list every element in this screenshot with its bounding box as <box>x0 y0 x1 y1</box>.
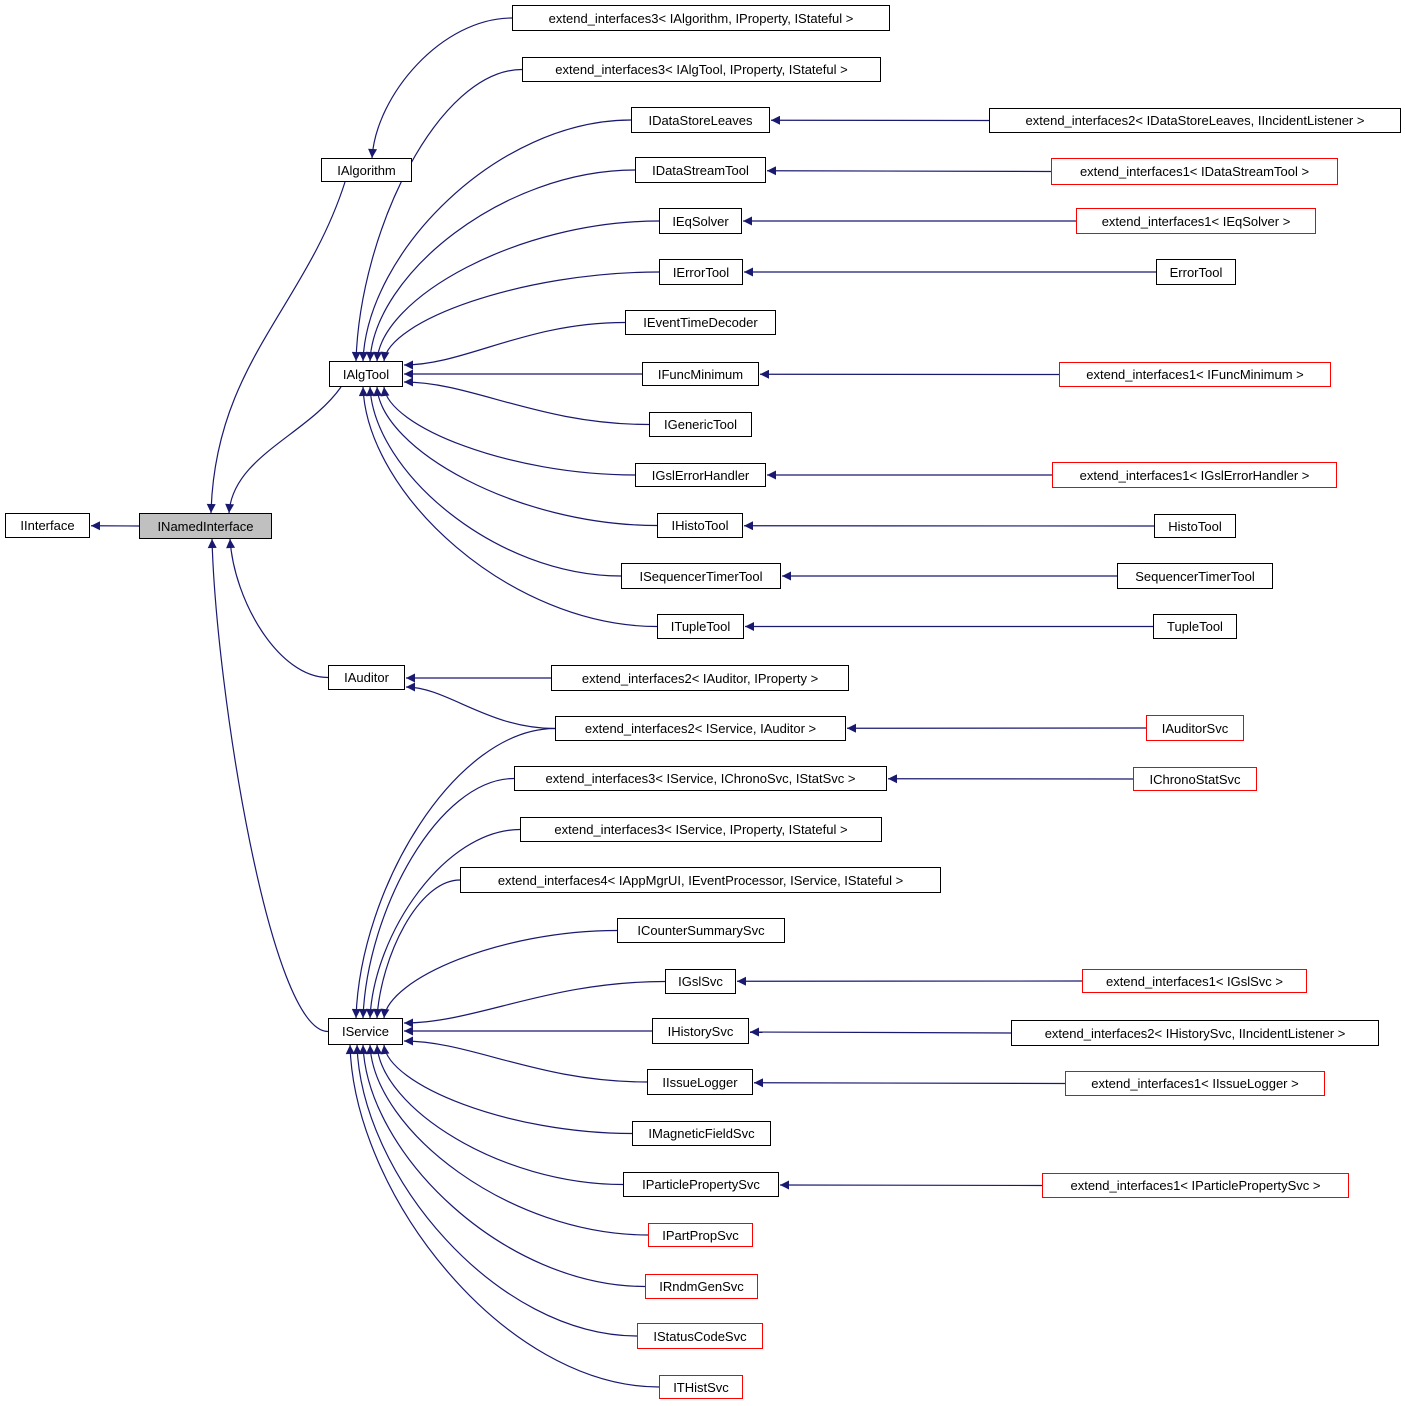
node-INamedInterface[interactable]: INamedInterface <box>139 513 272 539</box>
node-ITupleTool[interactable]: ITupleTool <box>657 614 744 639</box>
node-ei2_aud_prop[interactable]: extend_interfaces2< IAuditor, IProperty > <box>551 665 849 691</box>
node-ei2_hist_il[interactable]: extend_interfaces2< IHistorySvc, IIncidentListener > <box>1011 1020 1379 1046</box>
edge-IGslSvc-to-IService <box>404 982 665 1024</box>
node-IDataStoreLeaves[interactable]: IDataStoreLeaves <box>631 107 770 133</box>
node-ei2_dsl_il[interactable]: extend_interfaces2< IDataStoreLeaves, IIncidentListener > <box>989 108 1401 133</box>
edge-IIssueLogger-to-IService <box>404 1041 647 1082</box>
node-SequencerTimerTool[interactable]: SequencerTimerTool <box>1117 563 1273 589</box>
node-IStatusCodeSvc[interactable]: IStatusCodeSvc <box>637 1323 763 1349</box>
edge-ei1_il-to-IIssueLogger <box>754 1083 1065 1084</box>
edge-IAlgTool-to-INamedInterface <box>229 387 341 513</box>
node-IEqSolver[interactable]: IEqSolver <box>659 208 742 234</box>
node-ei3_svc_prop[interactable]: extend_interfaces3< IService, IProperty, IStateful > <box>520 817 882 842</box>
node-IAlgTool[interactable]: IAlgTool <box>329 361 403 387</box>
node-TupleTool[interactable]: TupleTool <box>1153 614 1237 639</box>
node-ei3_chrono[interactable]: extend_interfaces3< IService, IChronoSvc, IStatSvc > <box>514 766 887 791</box>
edge-ei2_hist_il-to-IHistorySvc <box>750 1032 1011 1033</box>
node-ErrorTool[interactable]: ErrorTool <box>1156 259 1236 285</box>
edge-IStatusCodeSvc-to-IService <box>357 1045 637 1336</box>
edge-ICounterSummarySvc-to-IService <box>384 931 617 1019</box>
node-IGenericTool[interactable]: IGenericTool <box>649 412 752 437</box>
edge-IRndmGenSvc-to-IService <box>363 1045 645 1287</box>
edge-ei3_algtool-to-IAlgTool <box>356 70 522 362</box>
edge-IAlgorithm-to-INamedInterface <box>211 182 345 513</box>
node-IInterface[interactable]: IInterface <box>5 513 90 538</box>
node-ei1_il[interactable]: extend_interfaces1< IIssueLogger > <box>1065 1071 1325 1096</box>
node-IChronoStatSvc[interactable]: IChronoStatSvc <box>1133 767 1257 791</box>
edge-IErrorTool-to-IAlgTool <box>384 272 659 361</box>
node-IEventTimeDecoder[interactable]: IEventTimeDecoder <box>625 310 776 335</box>
edge-IService-to-INamedInterface <box>212 539 328 1032</box>
node-ei1_eq[interactable]: extend_interfaces1< IEqSolver > <box>1076 208 1316 234</box>
node-ei4[interactable]: extend_interfaces4< IAppMgrUI, IEventProcessor, IService, IStateful > <box>460 867 941 893</box>
node-ei1_gsl[interactable]: extend_interfaces1< IGslSvc > <box>1082 969 1307 993</box>
node-IHistoTool[interactable]: IHistoTool <box>657 513 743 538</box>
edge-IEqSolver-to-IAlgTool <box>377 221 659 361</box>
node-ISequencerTimerTool[interactable]: ISequencerTimerTool <box>621 563 781 589</box>
node-IGslErrorHandler[interactable]: IGslErrorHandler <box>635 463 766 487</box>
edge-IEventTimeDecoder-to-IAlgTool <box>404 323 625 366</box>
edge-ei1_dst-to-IDataStreamTool <box>767 171 1051 172</box>
node-IDataStreamTool[interactable]: IDataStreamTool <box>635 157 766 183</box>
node-IErrorTool[interactable]: IErrorTool <box>659 259 743 285</box>
edge-ei3_svc_prop-to-IService <box>370 830 520 1019</box>
edge-ITHistSvc-to-IService <box>350 1045 659 1387</box>
node-IFuncMinimum[interactable]: IFuncMinimum <box>642 362 759 386</box>
node-ei3_algtool[interactable]: extend_interfaces3< IAlgTool, IProperty, IStateful > <box>522 57 881 82</box>
node-HistoTool[interactable]: HistoTool <box>1154 514 1236 538</box>
node-IParticlePropertySvc[interactable]: IParticlePropertySvc <box>623 1172 779 1197</box>
edge-IGslErrorHandler-to-IAlgTool <box>384 387 635 475</box>
node-IHistorySvc[interactable]: IHistorySvc <box>652 1018 749 1044</box>
node-IAlgorithm[interactable]: IAlgorithm <box>321 158 412 182</box>
edge-IGenericTool-to-IAlgTool <box>404 382 649 425</box>
edge-ei1_pps-to-IParticlePropertySvc <box>780 1185 1042 1186</box>
node-IRndmGenSvc[interactable]: IRndmGenSvc <box>645 1274 758 1299</box>
node-ITHistSvc[interactable]: ITHistSvc <box>659 1375 743 1399</box>
node-IAuditor[interactable]: IAuditor <box>328 665 405 690</box>
node-ICounterSummarySvc[interactable]: ICounterSummarySvc <box>617 918 785 943</box>
edge-IPartPropSvc-to-IService <box>370 1045 648 1235</box>
edge-IMagneticFieldSvc-to-IService <box>384 1045 632 1134</box>
edge-ei2_svc_aud-to-IAuditor <box>406 687 555 729</box>
node-ei1_pps[interactable]: extend_interfaces1< IParticlePropertySvc > <box>1042 1173 1349 1198</box>
node-IService[interactable]: IService <box>328 1018 403 1045</box>
edge-IHistoTool-to-IAlgTool <box>377 387 657 526</box>
edge-IParticlePropertySvc-to-IService <box>377 1045 623 1185</box>
node-IIssueLogger[interactable]: IIssueLogger <box>647 1069 753 1095</box>
node-ei3_algorithm[interactable]: extend_interfaces3< IAlgorithm, IProperty, IStateful > <box>512 5 890 31</box>
edge-ISequencerTimerTool-to-IAlgTool <box>370 387 621 576</box>
node-IGslSvc[interactable]: IGslSvc <box>665 969 736 994</box>
node-ei1_geh[interactable]: extend_interfaces1< IGslErrorHandler > <box>1052 462 1337 488</box>
node-IMagneticFieldSvc[interactable]: IMagneticFieldSvc <box>632 1121 771 1146</box>
edge-IDataStreamTool-to-IAlgTool <box>370 170 635 361</box>
node-IPartPropSvc[interactable]: IPartPropSvc <box>648 1223 753 1247</box>
edge-IAuditor-to-INamedInterface <box>230 539 328 678</box>
node-ei2_svc_aud[interactable]: extend_interfaces2< IService, IAuditor > <box>555 716 846 741</box>
edge-ei3_chrono-to-IService <box>363 779 514 1019</box>
node-ei1_fm[interactable]: extend_interfaces1< IFuncMinimum > <box>1059 362 1331 387</box>
edge-ei3_algorithm-to-IAlgorithm <box>372 18 512 158</box>
edge-IDataStoreLeaves-to-IAlgTool <box>363 120 631 361</box>
node-IAuditorSvc[interactable]: IAuditorSvc <box>1146 715 1244 741</box>
node-ei1_dst[interactable]: extend_interfaces1< IDataStreamTool > <box>1051 158 1338 185</box>
